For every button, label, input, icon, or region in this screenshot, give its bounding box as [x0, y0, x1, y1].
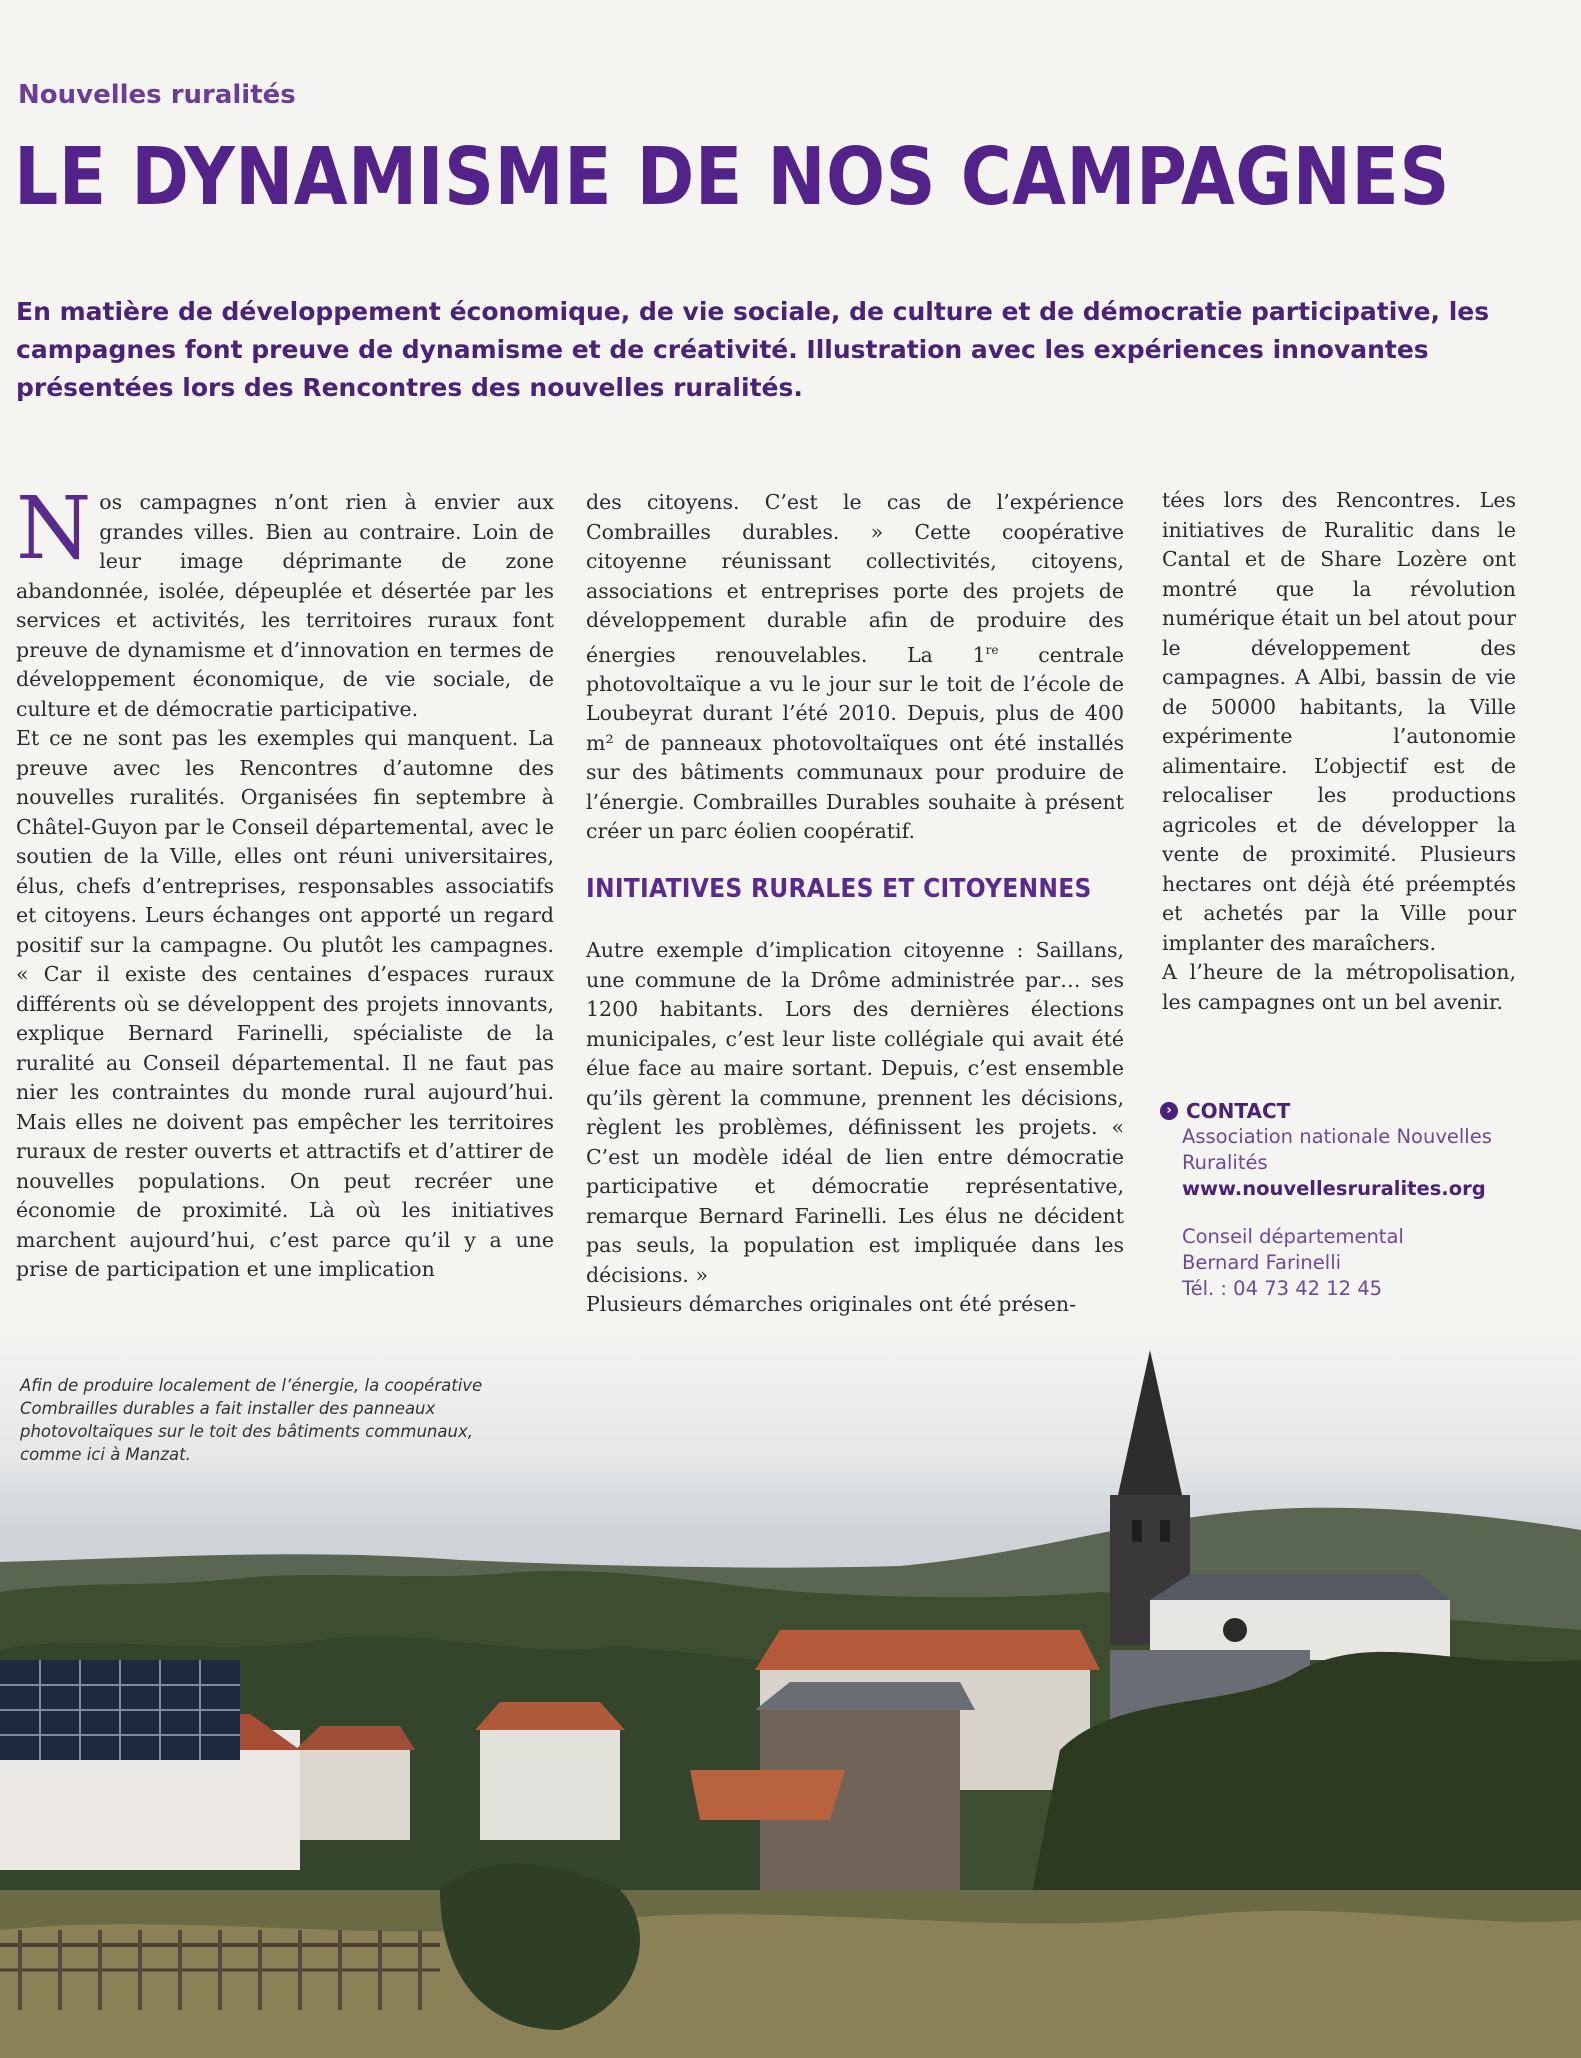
paragraph: Autre exemple d’implication citoyenne : Saillans, une commune de la Drôme administrée par… ses 1200 habitants. Lors des dernières élections municipales, c’est leur liste collégiale qui avait été élue face au maire sortant. Depuis, c’est ensemble qu’ils gèrent la commune, prennent les décisions, règlent les problèmes, définissent les projets. « C’est un modèle idéal de lien entre démocratie participative et démocratie représentative, remarque Bernard Farinelli. Les élus ne décident pas seuls, la population est impliquée dans les décisions. » [586, 938, 1124, 1287]
contact-website-link[interactable]: www.nouvellesruralites.org [1182, 1177, 1486, 1200]
drop-cap: N [16, 479, 92, 579]
contact-dept: Conseil départemental [1182, 1225, 1404, 1248]
paragraph: des citoyens. C’est le cas de l’expérience Combrailles durables. » Cette coopérative citoyenne réunissant collectivités, citoyens, associations et entreprises porte des projets de développement durable afin de produire des énergies renouvelables. La 1re centrale photovoltaïque a vu le jour sur le toit de l’école de Loubeyrat durant l’été 2010. Depuis, plus de 400 m² de panneaux photovoltaïques ont été installés sur des bâtiments communaux pour produire de l’énergie. Combrailles Durables souhaite à présent créer un parc éolien coopératif. [586, 490, 1125, 844]
paragraph: Nos campagnes n’ont rien à envier aux grandes villes. Bien au contraire. Loin de leur image déprimante de zone abandonnée, isolée, dépeuplée et désertée par les services et activités, les territoires ruraux font preuve de dynamisme et d’innovation en termes de développement économique, de vie sociale, de culture et de démocratie participative. [16, 479, 554, 721]
contact-phone: Tél. : 04 73 42 12 45 [1182, 1277, 1383, 1300]
chevron-right-circle-icon: › [1160, 1102, 1178, 1120]
dry-grass [0, 1911, 1581, 2058]
paragraph: A l’heure de la métropolisation, les campagnes ont un bel avenir. [1162, 960, 1516, 1014]
paragraph: Plusieurs démarches originales ont été présen- [586, 1292, 1077, 1316]
section-kicker: Nouvelles ruralités [18, 80, 296, 110]
article-title: LE DYNAMISME DE NOS CAMPAGNES [14, 131, 1450, 223]
article-lead: En matière de développement économique, de vie sociale, de culture et de démocratie participative, les campagnes font preuve de dynamisme et de créativité. Illustration avec les expériences innovantes présentées lors des Rencontres des nouvelles ruralités. [16, 297, 1490, 402]
body-column-1 [16, 479, 554, 1285]
contact-header: › CONTACT [1160, 1098, 1540, 1124]
body-column-2-continued [586, 936, 1124, 1320]
body-column-3 [1162, 486, 1516, 1017]
contact-box [1160, 1098, 1540, 1302]
section-subhead: INITIATIVES RURALES ET CITOYENNES [586, 874, 1092, 904]
body-column-2 [586, 488, 1124, 847]
contact-org: Association nationale Nouvelles Ruralités [1182, 1125, 1492, 1174]
paragraph: tées lors des Rencontres. Les initiatives de Ruralitic dans le Cantal et de Share Lozère ont montré que la révolution numérique était un bel atout pour le développement des campagnes. A Albi, bassin de vie de 50000 habitants, la Ville expérimente l’autonomie alimentaire. L’objectif est de relocaliser les productions agricoles et de développer la vente de proximité. Plusieurs hectares ont déjà été préemptés et achetés par la Ville pour implanter des maraîchers. [1162, 488, 1516, 955]
photo-caption: Afin de produire localement de l’énergie, la coopérative Combrailles durables a fait installer des panneaux photovoltaïques sur le toit des bâtiments communaux, comme ici à Manzat. [20, 1376, 483, 1464]
contact-person: Bernard Farinelli [1182, 1251, 1342, 1274]
paragraph: Et ce ne sont pas les exemples qui manquent. La preuve avec les Rencontres d’automne des nouvelles ruralités. Organisées fin septembre à Châtel-Guyon par le Conseil départemental, avec le soutien de la Ville, elles ont réuni universitaires, élus, chefs d’entreprises, responsables associatifs et citoyens. Leurs échanges ont apporté un regard positif sur la campagne. Ou plutôt les campagnes. « Car il existe des centaines d’espaces ruraux différents où se développent des projets innovants, explique Bernard Farinelli, spécialiste de la ruralité au Conseil départemental. Il ne faut pas nier les contraintes du monde rural aujourd’hui. Mais elles ne doivent pas empêcher les territoires ruraux de rester ouverts et attractifs et d’attirer de nouvelles populations. On peut recréer une économie de proximité. Là où les initiatives marchent aujourd’hui, c’est parce qu’il y a une prise de participation et une implication [16, 726, 554, 1281]
